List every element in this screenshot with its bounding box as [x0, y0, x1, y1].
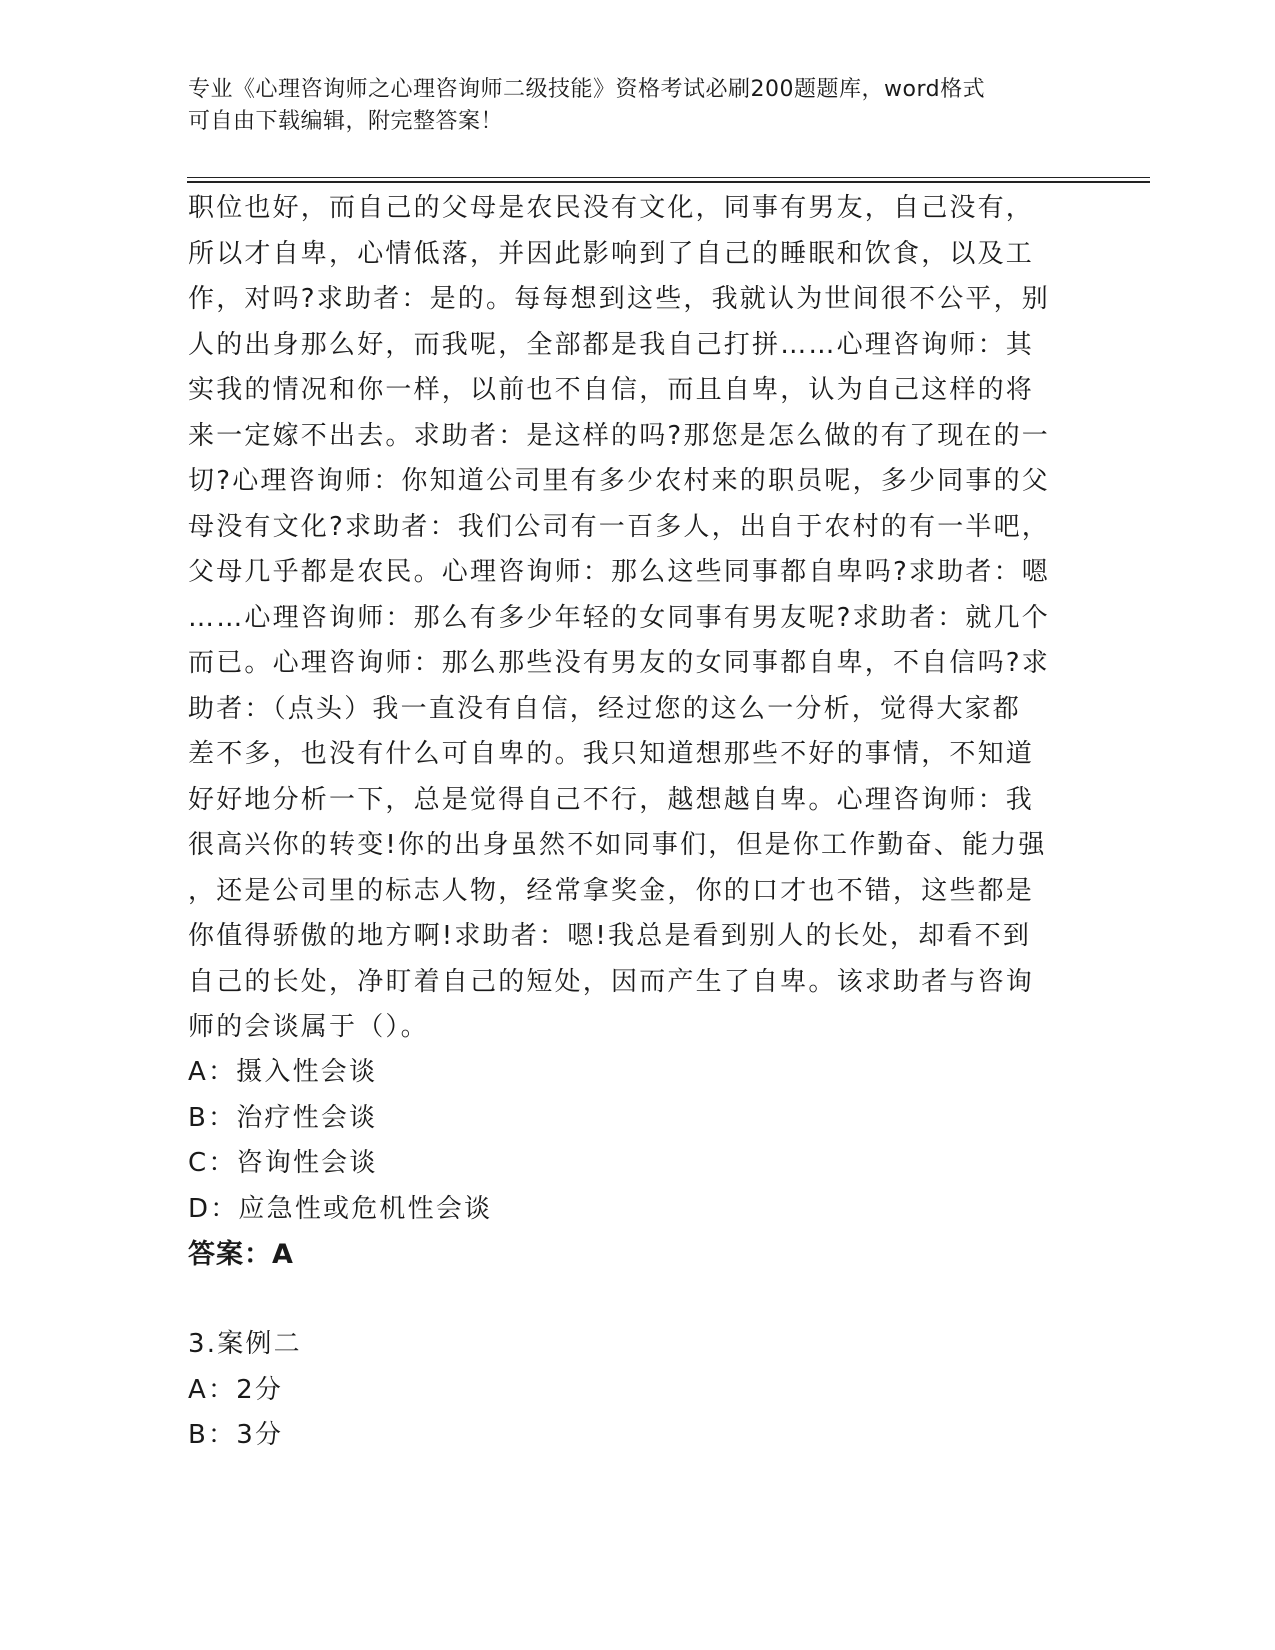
passage-line: 实我的情况和你一样，以前也不自信，而且自卑，认为自己这样的将	[188, 375, 1035, 405]
question-3-title: 3.案例二	[188, 1329, 302, 1359]
passage-line: 自己的长处，净盯着自己的短处，因而产生了自卑。该求助者与咨询	[188, 966, 1035, 997]
passage-line: 好好地分析一下，总是觉得自己不行，越想越自卑。心理咨询师：我	[188, 784, 1035, 815]
answer-options	[188, 1050, 492, 1232]
passage-line: 而已。心理咨询师：那么那些没有男友的女同事都自卑，不自信吗?求	[188, 648, 1051, 678]
passage-line: 切?心理咨询师：你知道公司里有多少农村来的职员呢，多少同事的父	[188, 466, 1051, 496]
header-divider-thin	[187, 177, 1150, 178]
passage-line: 母没有文化?求助者：我们公司有一百多人，出自于农村的有一半吧，	[188, 511, 1051, 542]
header-line-1: 专业《心理咨询师之心理咨询师二级技能》资格考试必刷200题题库，word格式	[188, 77, 986, 102]
option-a: A：摄入性会谈	[188, 1057, 378, 1087]
document-header	[188, 74, 1068, 138]
answer-key: 答案：A	[188, 1239, 294, 1270]
passage-line: 师的会谈属于（）。	[188, 1012, 429, 1042]
passage-line: 父母几乎都是农民。心理咨询师：那么这些同事都自卑吗?求助者：嗯	[188, 557, 1051, 587]
header-divider-thick	[187, 181, 1150, 183]
option-d: D：应急性或危机性会谈	[188, 1193, 493, 1224]
question-3	[188, 1322, 302, 1459]
passage-line: ……心理咨询师：那么有多少年轻的女同事有男友呢?求助者：就几个	[188, 602, 1051, 633]
question-3-option-b: B：3分	[188, 1420, 284, 1450]
passage-line: ，还是公司里的标志人物，经常拿奖金，你的口才也不错，这些都是	[188, 875, 1035, 906]
passage-line: 差不多，也没有什么可自卑的。我只知道想那些不好的事情，不知道	[188, 739, 1035, 769]
passage-line: 所以才自卑，心情低落，并因此影响到了自己的睡眠和饮食，以及工	[188, 238, 1035, 269]
passage-line: 职位也好，而自己的父母是农民没有文化，同事有男友，自己没有，	[188, 193, 1035, 223]
question-3-option-a: A：2分	[188, 1374, 284, 1405]
passage-line: 来一定嫁不出去。求助者：是这样的吗?那您是怎么做的有了现在的一	[188, 420, 1051, 451]
header-line-2: 可自由下载编辑，附完整答案！	[188, 109, 504, 134]
passage-line: 人的出身那么好，而我呢，全部都是我自己打拼……心理咨询师：其	[188, 329, 1035, 360]
passage-line: 作，对吗?求助者：是的。每每想到这些，我就认为世间很不公平，别	[188, 284, 1051, 314]
option-b: B：治疗性会谈	[188, 1102, 378, 1133]
passage-line: 你值得骄傲的地方啊!求助者：嗯!我总是看到别人的长处，却看不到	[188, 921, 1032, 951]
option-c: C：咨询性会谈	[188, 1148, 378, 1178]
passage-line: 助者：（点头）我一直没有自信，经过您的这么一分析，觉得大家都	[188, 693, 1022, 724]
passage-line: 很高兴你的转变!你的出身虽然不如同事们，但是你工作勤奋、能力强	[188, 830, 1047, 860]
question-passage	[188, 186, 1088, 1051]
